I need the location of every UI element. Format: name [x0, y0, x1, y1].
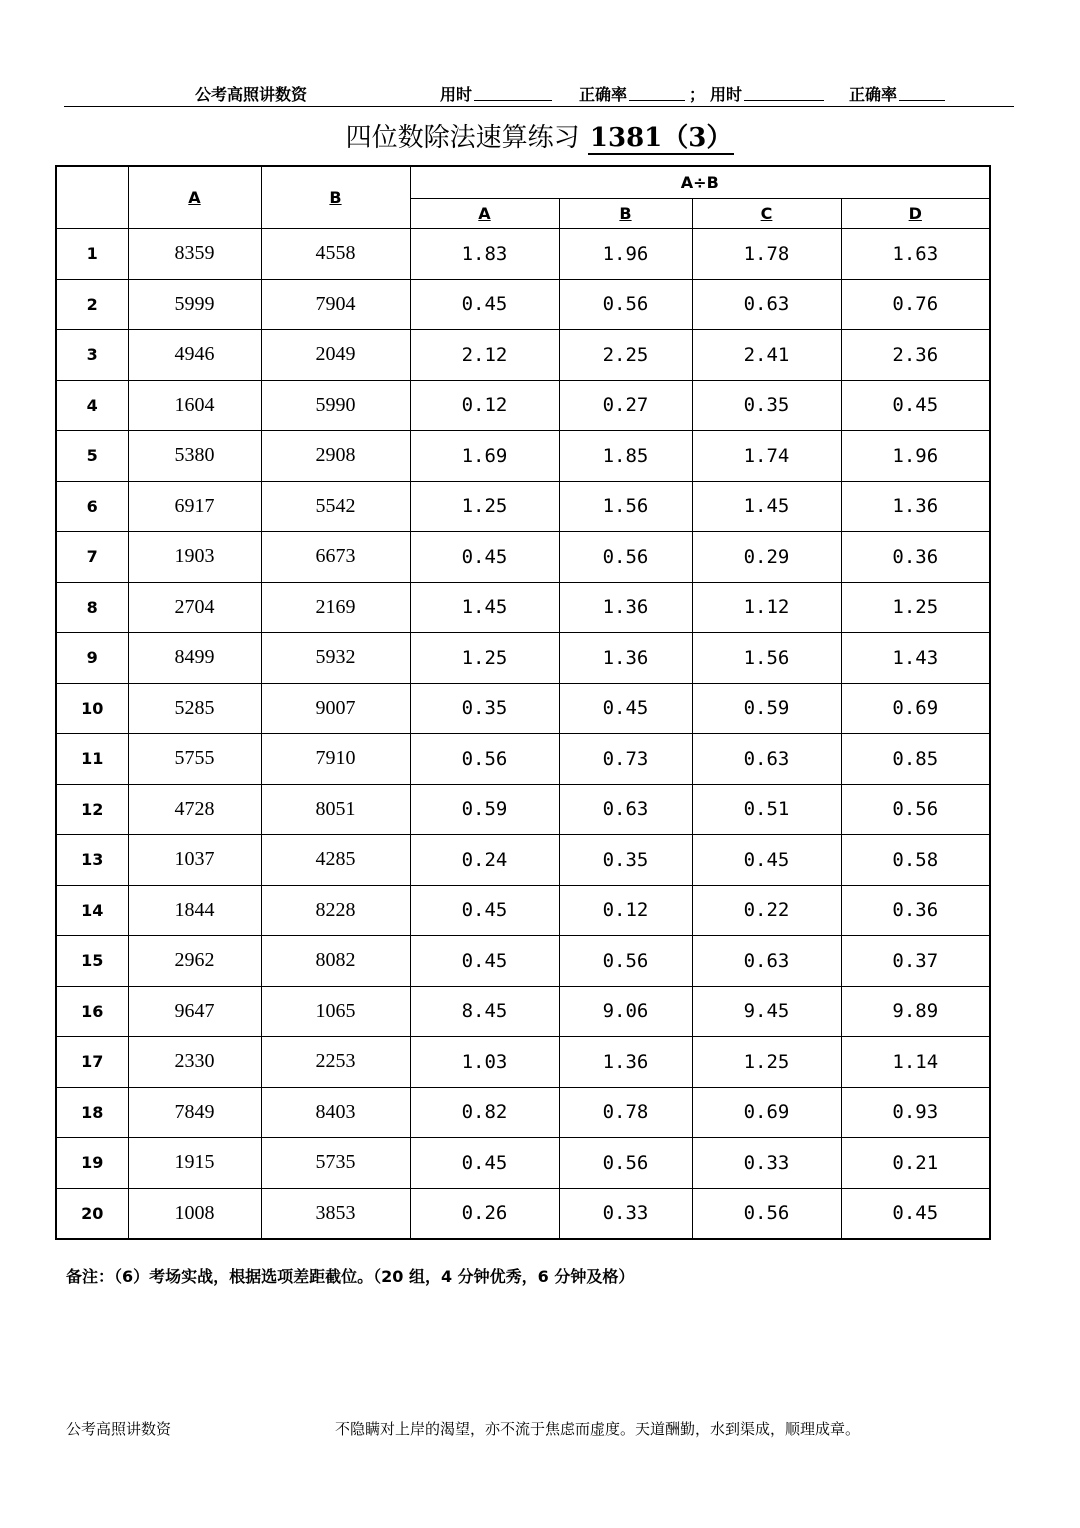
- option-b-cell: 1.56: [559, 481, 692, 532]
- option-c-cell: 0.29: [692, 532, 841, 583]
- option-a-cell: 1.83: [410, 229, 559, 280]
- option-b-cell: 0.35: [559, 835, 692, 886]
- option-c-cell: 0.45: [692, 835, 841, 886]
- accuracy-blank-1[interactable]: [629, 84, 685, 101]
- option-a-cell: 8.45: [410, 986, 559, 1037]
- table-row: [56, 1188, 990, 1239]
- header-separator: ；: [689, 85, 706, 104]
- option-b-cell: 1.36: [559, 1037, 692, 1088]
- divisor-cell: 8051: [261, 784, 410, 835]
- option-b-cell: 9.06: [559, 986, 692, 1037]
- dividend-cell: 1604: [128, 380, 261, 431]
- option-b-cell: 0.12: [559, 885, 692, 936]
- option-c-cell: 1.12: [692, 582, 841, 633]
- note-text: 备注：（6）考场实战，根据选项差距截位。（20 组，4 分钟优秀，6 分钟及格）: [66, 1267, 635, 1286]
- dividend-cell: 8359: [128, 229, 261, 280]
- row-number: 16: [56, 986, 128, 1037]
- table-row: [56, 683, 990, 734]
- option-d-cell: 2.36: [841, 330, 990, 381]
- row-number: 6: [56, 481, 128, 532]
- option-c-cell: 2.41: [692, 330, 841, 381]
- table-row: [56, 582, 990, 633]
- option-c-cell: 0.35: [692, 380, 841, 431]
- divisor-cell: 8082: [261, 936, 410, 987]
- footer-brand: 公考高照讲数资: [66, 1420, 172, 1438]
- option-a-cell: 0.56: [410, 734, 559, 785]
- option-c-cell: 1.25: [692, 1037, 841, 1088]
- dividend-cell: 1915: [128, 1138, 261, 1189]
- dividend-cell: 1037: [128, 835, 261, 886]
- row-number: 15: [56, 936, 128, 987]
- option-c-cell: 1.78: [692, 229, 841, 280]
- option-d-cell: 1.96: [841, 431, 990, 482]
- option-b-cell: 0.56: [559, 532, 692, 583]
- option-b-cell: 1.36: [559, 633, 692, 684]
- divisor-cell: 2908: [261, 431, 410, 482]
- option-d-cell: 0.45: [841, 1188, 990, 1239]
- option-a-cell: 1.03: [410, 1037, 559, 1088]
- option-d-cell: 0.37: [841, 936, 990, 987]
- dividend-cell: 1903: [128, 532, 261, 583]
- col-header-a: A: [128, 166, 261, 229]
- option-d-cell: 0.85: [841, 734, 990, 785]
- option-b-cell: 0.56: [559, 936, 692, 987]
- divisor-cell: 2049: [261, 330, 410, 381]
- option-d-cell: 0.93: [841, 1087, 990, 1138]
- option-b-cell: 1.96: [559, 229, 692, 280]
- row-number: 8: [56, 582, 128, 633]
- row-number: 5: [56, 431, 128, 482]
- dividend-cell: 5999: [128, 279, 261, 330]
- option-b-cell: 0.27: [559, 380, 692, 431]
- option-a-cell: 0.45: [410, 936, 559, 987]
- dividend-cell: 2962: [128, 936, 261, 987]
- row-number: 11: [56, 734, 128, 785]
- practice-table: [55, 165, 991, 1240]
- page-header: [64, 80, 1014, 107]
- option-c-cell: 0.63: [692, 279, 841, 330]
- header-brand: 公考高照讲数资: [195, 85, 308, 104]
- row-number: 4: [56, 380, 128, 431]
- divisor-cell: 5990: [261, 380, 410, 431]
- option-d-cell: 0.69: [841, 683, 990, 734]
- option-d-cell: 0.36: [841, 532, 990, 583]
- page-title: [0, 118, 1080, 158]
- option-c-cell: 0.63: [692, 936, 841, 987]
- divisor-cell: 5542: [261, 481, 410, 532]
- option-header-d: D: [841, 199, 990, 229]
- divisor-cell: 1065: [261, 986, 410, 1037]
- row-number: 12: [56, 784, 128, 835]
- accuracy-field-2: [849, 82, 897, 105]
- divisor-cell: 3853: [261, 1188, 410, 1239]
- divisor-cell: 4558: [261, 229, 410, 280]
- option-b-cell: 0.63: [559, 784, 692, 835]
- table-row: [56, 885, 990, 936]
- dividend-cell: 2704: [128, 582, 261, 633]
- table-row: [56, 229, 990, 280]
- divisor-cell: 2169: [261, 582, 410, 633]
- row-number: 7: [56, 532, 128, 583]
- option-b-cell: 1.85: [559, 431, 692, 482]
- table-row: [56, 986, 990, 1037]
- row-number: 14: [56, 885, 128, 936]
- option-c-cell: 0.59: [692, 683, 841, 734]
- divisor-cell: 4285: [261, 835, 410, 886]
- option-a-cell: 0.26: [410, 1188, 559, 1239]
- option-c-cell: 0.51: [692, 784, 841, 835]
- option-b-cell: 0.33: [559, 1188, 692, 1239]
- option-d-cell: 0.56: [841, 784, 990, 835]
- option-a-cell: 1.45: [410, 582, 559, 633]
- option-c-cell: 1.56: [692, 633, 841, 684]
- option-b-cell: 0.56: [559, 1138, 692, 1189]
- option-d-cell: 1.14: [841, 1037, 990, 1088]
- table-row: [56, 481, 990, 532]
- option-d-cell: 0.45: [841, 380, 990, 431]
- row-number: 13: [56, 835, 128, 886]
- dividend-cell: 1844: [128, 885, 261, 936]
- option-a-cell: 0.82: [410, 1087, 559, 1138]
- divisor-cell: 8403: [261, 1087, 410, 1138]
- option-a-cell: 0.45: [410, 885, 559, 936]
- option-a-cell: 1.25: [410, 633, 559, 684]
- corner-cell: [56, 166, 128, 229]
- option-c-cell: 0.56: [692, 1188, 841, 1239]
- dividend-cell: 4946: [128, 330, 261, 381]
- accuracy-field-1: [579, 82, 627, 105]
- option-d-cell: 1.36: [841, 481, 990, 532]
- table-row: [56, 1037, 990, 1088]
- option-c-cell: 1.45: [692, 481, 841, 532]
- option-a-cell: 0.12: [410, 380, 559, 431]
- table-row: [56, 1087, 990, 1138]
- row-number: 17: [56, 1037, 128, 1088]
- dividend-cell: 8499: [128, 633, 261, 684]
- dividend-cell: 2330: [128, 1037, 261, 1088]
- option-a-cell: 0.45: [410, 532, 559, 583]
- dividend-cell: 6917: [128, 481, 261, 532]
- row-number: 9: [56, 633, 128, 684]
- dividend-cell: 5285: [128, 683, 261, 734]
- table-row: [56, 936, 990, 987]
- group-header-quotient: A÷B: [410, 166, 990, 199]
- option-b-cell: 2.25: [559, 330, 692, 381]
- table-row: [56, 279, 990, 330]
- time-blank-1[interactable]: [474, 84, 552, 101]
- accuracy-blank-2[interactable]: [899, 84, 945, 101]
- divisor-cell: 5735: [261, 1138, 410, 1189]
- dividend-cell: 5380: [128, 431, 261, 482]
- row-number: 19: [56, 1138, 128, 1189]
- time-label-1: 用时: [440, 85, 473, 104]
- table-body: [56, 229, 990, 1240]
- time-label-2: 用时: [710, 85, 743, 104]
- option-b-cell: 0.45: [559, 683, 692, 734]
- option-b-cell: 0.78: [559, 1087, 692, 1138]
- accuracy-label-2: 正确率: [849, 85, 898, 104]
- option-a-cell: 1.69: [410, 431, 559, 482]
- col-header-b: B: [261, 166, 410, 229]
- table-row: [56, 431, 990, 482]
- table-row: [56, 532, 990, 583]
- row-number: 3: [56, 330, 128, 381]
- footer-motto: 不隐瞒对上岸的渴望，亦不流于焦虑而虚度。天道酬勤，水到渠成，顺理成章。: [335, 1420, 861, 1438]
- table-row: [56, 380, 990, 431]
- option-d-cell: 0.36: [841, 885, 990, 936]
- divisor-cell: 8228: [261, 885, 410, 936]
- option-a-cell: 0.59: [410, 784, 559, 835]
- option-d-cell: 0.21: [841, 1138, 990, 1189]
- option-d-cell: 1.43: [841, 633, 990, 684]
- option-header-a: A: [410, 199, 559, 229]
- title-prefix: 四位数除法速算练习: [345, 123, 580, 153]
- table-row: [56, 734, 990, 785]
- time-field-2: [710, 82, 742, 105]
- option-a-cell: 0.45: [410, 279, 559, 330]
- option-c-cell: 1.74: [692, 431, 841, 482]
- row-number: 20: [56, 1188, 128, 1239]
- divisor-cell: 6673: [261, 532, 410, 583]
- dividend-cell: 5755: [128, 734, 261, 785]
- table-row: [56, 633, 990, 684]
- table-row: [56, 784, 990, 835]
- option-d-cell: 0.58: [841, 835, 990, 886]
- divisor-cell: 7910: [261, 734, 410, 785]
- option-header-c: C: [692, 199, 841, 229]
- time-blank-2[interactable]: [744, 84, 824, 101]
- option-b-cell: 1.36: [559, 582, 692, 633]
- option-b-cell: 0.73: [559, 734, 692, 785]
- option-c-cell: 0.33: [692, 1138, 841, 1189]
- dividend-cell: 7849: [128, 1087, 261, 1138]
- option-a-cell: 0.24: [410, 835, 559, 886]
- option-a-cell: 1.25: [410, 481, 559, 532]
- divisor-cell: 5932: [261, 633, 410, 684]
- option-d-cell: 9.89: [841, 986, 990, 1037]
- time-field-1: [440, 82, 472, 105]
- dividend-cell: 4728: [128, 784, 261, 835]
- divisor-cell: 7904: [261, 279, 410, 330]
- option-a-cell: 2.12: [410, 330, 559, 381]
- divisor-cell: 9007: [261, 683, 410, 734]
- option-a-cell: 0.45: [410, 1138, 559, 1189]
- row-number: 1: [56, 229, 128, 280]
- option-c-cell: 9.45: [692, 986, 841, 1037]
- option-b-cell: 0.56: [559, 279, 692, 330]
- option-header-b: B: [559, 199, 692, 229]
- accuracy-label-1: 正确率: [579, 85, 628, 104]
- row-number: 2: [56, 279, 128, 330]
- option-c-cell: 0.22: [692, 885, 841, 936]
- option-c-cell: 0.63: [692, 734, 841, 785]
- table-row: [56, 1138, 990, 1189]
- row-number: 18: [56, 1087, 128, 1138]
- table-row: [56, 835, 990, 886]
- option-c-cell: 0.69: [692, 1087, 841, 1138]
- row-number: 10: [56, 683, 128, 734]
- table-row: [56, 330, 990, 381]
- dividend-cell: 1008: [128, 1188, 261, 1239]
- divisor-cell: 2253: [261, 1037, 410, 1088]
- dividend-cell: 9647: [128, 986, 261, 1037]
- option-d-cell: 1.25: [841, 582, 990, 633]
- title-number: 1381（3）: [589, 123, 733, 153]
- option-a-cell: 0.35: [410, 683, 559, 734]
- option-d-cell: 1.63: [841, 229, 990, 280]
- option-d-cell: 0.76: [841, 279, 990, 330]
